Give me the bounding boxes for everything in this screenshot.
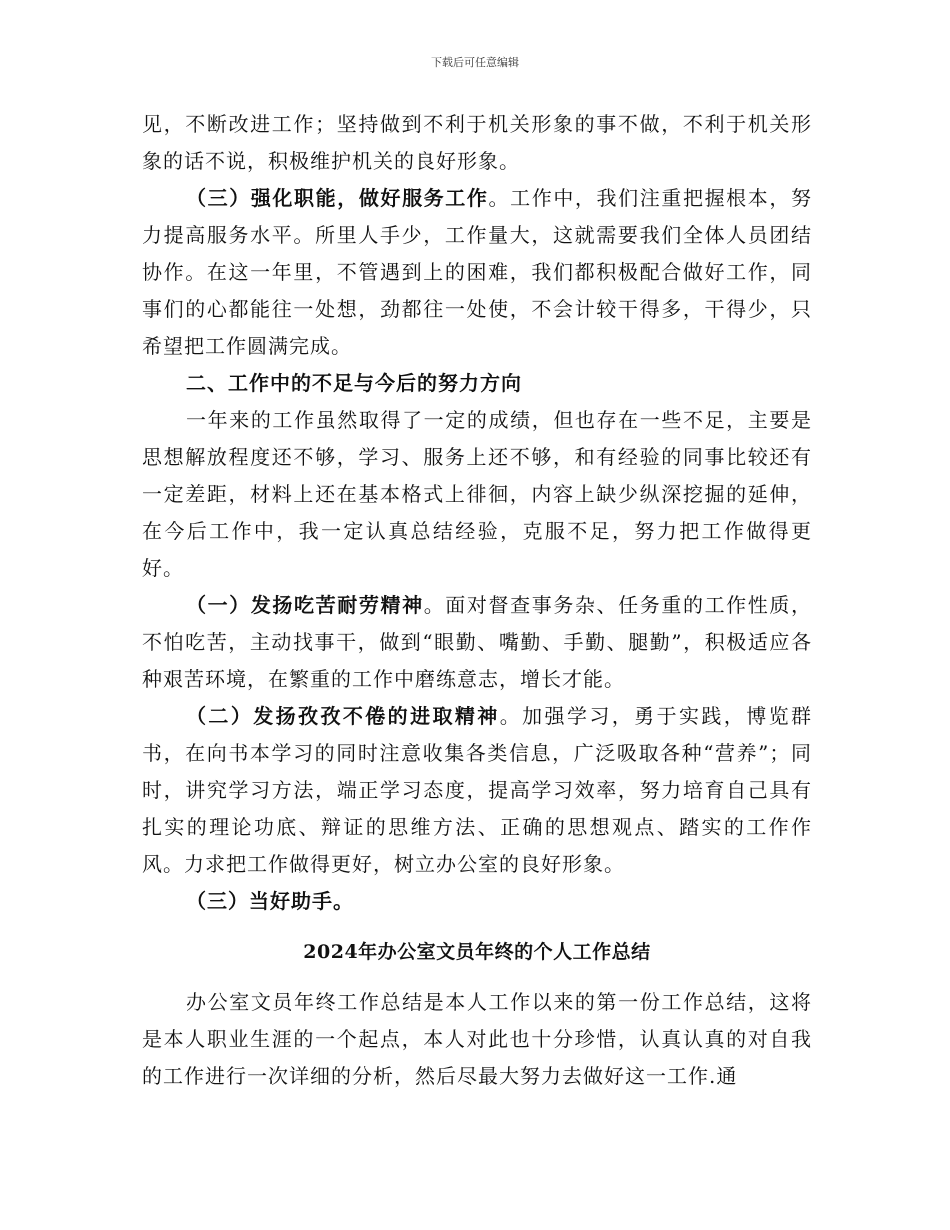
paragraph-progress xyxy=(142,698,812,883)
document-body xyxy=(142,106,812,1095)
section-heading-inline: （二）发扬孜孜不倦的进取精神 xyxy=(186,704,500,728)
paragraph-shortcomings: 一年来的工作虽然取得了一定的成绩，但也存在一些不足，主要是思想解放程度还不够，学习、服务上还不够，和有经验的同事比较还有一定差距，材料上还在基本格式上徘徊，内容上缺少纵深挖掘的延伸，在今后工作中，我一定认真总结经验，克服不足，努力把工作做得更好。 xyxy=(142,408,812,580)
section-heading-shortcomings xyxy=(142,365,812,402)
paragraph-hard-work xyxy=(142,587,812,698)
document-title: 2024年办公室文员年终的个人工作总结 xyxy=(303,941,651,963)
section-heading-inline: （三）强化职能，做好服务工作 xyxy=(186,186,489,210)
section-heading: 二、工作中的不足与今后的努力方向 xyxy=(186,371,522,395)
paragraph-text: 。工作中，我们注重把握根本，努力提高服务水平。所里人手少，工作量大，这就需要我们全体人员团结协作。在这一年里，不管遇到上的困难，我们都积极配合做好工作，同事们的心都能往一处想，劲都往一处使，不会计较干得多，干得少，只希望把工作圆满完成。 xyxy=(142,186,812,358)
section-heading-assistant xyxy=(142,883,812,920)
section-heading-inline: （一）发扬吃苦耐劳精神 xyxy=(186,593,424,617)
paragraph-text: 。面对督查事务杂、任务重的工作性质，不怕吃苦，主动找事干，做到“眼勤、嘴勤、手勤、腿勤”，积极适应各种艰苦环境，在繁重的工作中磨练意志，增长才能。 xyxy=(142,593,813,691)
paragraph-strengthen-function xyxy=(142,180,812,365)
paragraph-intro: 办公室文员年终工作总结是本人工作以来的第一份工作总结，这将是本人职业生涯的一个起点，本人对此也十分珍惜，认真认真的对自我的工作进行一次详细的分析，然后尽最大努力去做好这一工作.通 xyxy=(142,990,812,1088)
paragraph-continuation: 见，不断改进工作；坚持做到不利于机关形象的事不做，不利于机关形象的话不说，积极维护机关的良好形象。 xyxy=(142,112,812,173)
section-heading: （三）当好助手。 xyxy=(186,889,354,913)
page-header: 下载后可任意编辑 xyxy=(431,56,519,69)
paragraph-text: 。加强学习，勇于实践，博览群书，在向书本学习的同时注意收集各类信息，广泛吸取各种“营养”；同时，讲究学习方法，端正学习态度，提高学习效率，努力培育自己具有扎实的理论功底、辩证的思维方法、正确的思想观点、踏实的工作作风。力求把工作做得更好，树立办公室的良好形象。 xyxy=(142,704,813,876)
